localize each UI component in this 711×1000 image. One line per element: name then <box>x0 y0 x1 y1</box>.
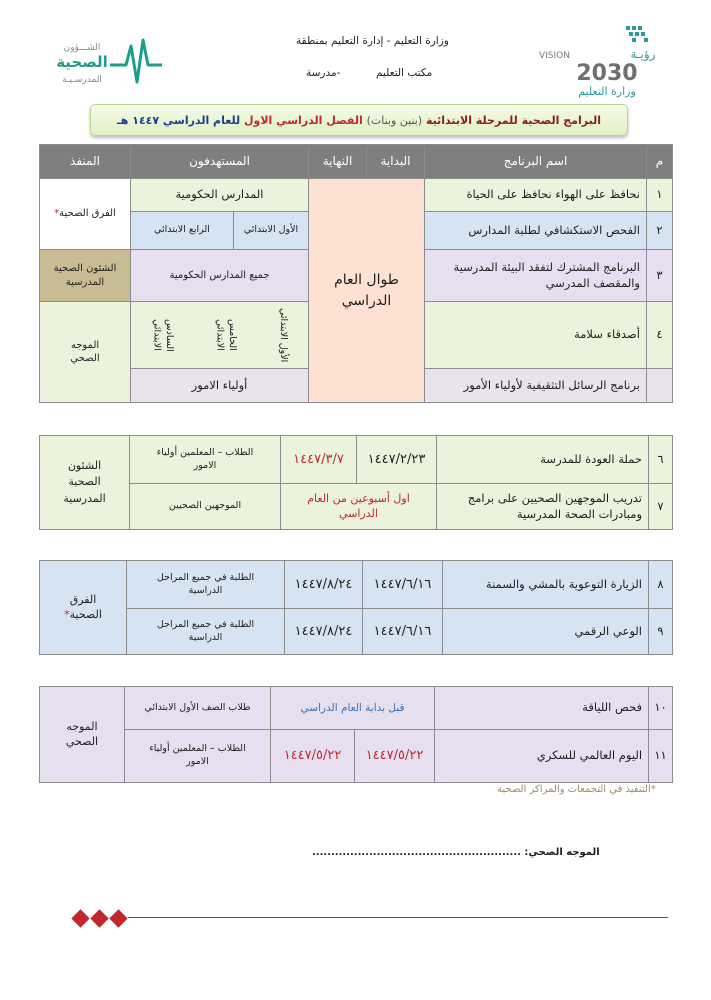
col-header-num: م <box>647 145 673 179</box>
star-mark: * <box>54 208 60 220</box>
col-header-start: البداية <box>367 145 425 179</box>
executor-text: الشئون الصحية المدرسية <box>63 458 106 505</box>
col-header-target: المستهدفون <box>131 145 309 179</box>
logo-year: 2030 <box>576 61 638 86</box>
period-cell: قبل بداية العام الدراسي <box>271 687 435 730</box>
program-name: فحص اللياقة <box>435 687 649 730</box>
program-name: الفحص الاستكشافي لطلبة المدارس <box>425 212 647 250</box>
start-date: ١٤٤٧/٢/٢٣ <box>357 436 437 484</box>
star-mark: * <box>64 607 70 621</box>
programs-table-3 <box>39 560 673 655</box>
programs-table-4 <box>39 686 673 783</box>
signature-label: الموجه الصحي: <box>524 847 600 858</box>
footnote: *التنفيذ في التجمعات والمراكز الصحية <box>497 784 656 795</box>
program-name: البرنامج المشترك لتفقد البيئة المدرسية والمقصف المدرسي <box>425 250 647 302</box>
target-cell: المدارس الحكومية <box>131 179 309 212</box>
logo-line2: الصحية <box>56 53 108 71</box>
end-date: ١٤٤٧/٨/٢٤ <box>285 561 363 609</box>
office-label: مكتب التعليم <box>376 67 433 79</box>
row-number: ٦ <box>649 436 673 484</box>
target-grade: السادس الابتدائي <box>151 318 175 352</box>
signature-dots: ....................................................... <box>312 847 521 858</box>
diamond-icon <box>90 909 108 927</box>
target-grade: الخامس الابتدائي <box>214 319 239 351</box>
target-cell <box>131 302 309 369</box>
table-row <box>40 179 673 212</box>
program-name: اليوم العالمي للسكري <box>435 730 649 783</box>
row-number: ٨ <box>649 561 673 609</box>
program-name: برنامج الرسائل التثقيفية لأولياء الأمور <box>425 369 647 403</box>
period-text: طوال العام الدراسي <box>334 271 399 309</box>
row-number: ٢ <box>647 212 673 250</box>
school-label: -مدرسة <box>306 67 341 79</box>
programs-table-1 <box>39 144 673 403</box>
period-text: اول أسبوعين من العام الدراسي <box>307 491 410 520</box>
period-cell <box>281 484 437 530</box>
executor-text: الموجه الصحي <box>65 719 99 748</box>
title-part2: (بنين وبنات) <box>366 113 423 127</box>
row-number: ١٠ <box>649 687 673 730</box>
end-date: ١٤٤٧/٨/٢٤ <box>285 609 363 655</box>
target-cell <box>127 609 285 655</box>
school-health-logo <box>52 30 172 90</box>
start-date: ١٤٤٧/٦/١٦ <box>363 561 443 609</box>
target-cell: طلاب الصف الأول الابتدائي <box>125 687 271 730</box>
executor-text: الموجه الصحي <box>70 339 100 364</box>
table-row <box>40 436 673 484</box>
target-text: الطلاب – المعلمين أولياء الامور <box>149 743 246 767</box>
footer-divider <box>128 917 668 918</box>
signature-line <box>312 847 600 858</box>
executor-text: الفرق الصحية <box>59 208 116 220</box>
executor-health-teams <box>40 179 131 250</box>
executor-school-health <box>40 436 130 530</box>
program-name: نحافظ على الهواء نحافظ على الحياة <box>425 179 647 212</box>
col-header-executor: المنفذ <box>40 145 131 179</box>
diamond-icon <box>71 909 89 927</box>
target-text: الرابع الابتدائي <box>154 224 210 236</box>
logo-ministry: وزارة التعليم <box>578 85 636 98</box>
target-text: الأول الابتدائي <box>243 224 299 236</box>
target-cell <box>125 730 271 783</box>
row-number: ٧ <box>649 484 673 530</box>
programs-table-2 <box>39 435 673 530</box>
executor-health-teams <box>40 561 127 655</box>
title-part4: للعام الدراسي ١٤٤٧ هـ <box>117 113 241 127</box>
start-date: ١٤٤٧/٥/٢٢ <box>355 730 435 783</box>
table-row <box>40 609 673 655</box>
row-number: ١١ <box>649 730 673 783</box>
target-grade: الأول الابتدائي <box>277 307 289 363</box>
row-number: ١ <box>647 179 673 212</box>
table-row <box>40 561 673 609</box>
program-name: تدريب الموجهين الصحيين على برامج ومبادرات الصحة المدرسية <box>437 484 649 530</box>
row-number: ٣ <box>647 250 673 302</box>
target-text: الطلاب – المعلمين أولياء الامور <box>156 446 254 471</box>
executor-school-health <box>40 250 131 302</box>
executor-text: الفرق الصحية <box>69 592 102 621</box>
target-cell <box>130 436 281 484</box>
ministry-line: وزارة التعليم - إدارة التعليم بمنطقة <box>296 35 449 47</box>
program-name: أصدقاء سلامة <box>425 302 647 369</box>
target-text: الطلبة في جميع المراحل الدراسية <box>156 618 255 643</box>
program-name: الوعي الرقمي <box>443 609 649 655</box>
row-number: ٩ <box>649 609 673 655</box>
col-header-end: النهاية <box>309 145 367 179</box>
title-part1: البرامج الصحية للمرحلة الابتدائية <box>425 113 601 127</box>
row-number: ٤ <box>647 302 673 369</box>
table-row <box>40 687 673 730</box>
document-title <box>90 104 628 136</box>
target-text: الطلبة في جميع المراحل الدراسية <box>156 571 255 596</box>
program-name: الزيارة التوعوية بالمشي والسمنة <box>443 561 649 609</box>
title-part3: الفصل الدراسي الاول <box>243 113 363 127</box>
start-date: ١٤٤٧/٦/١٦ <box>363 609 443 655</box>
target-cell <box>131 212 234 250</box>
executor-supervisor <box>40 302 131 403</box>
target-cell: أولياء الامور <box>131 369 309 403</box>
program-name: حملة العودة للمدرسة <box>437 436 649 484</box>
end-date: ١٤٤٧/٥/٢٢ <box>271 730 355 783</box>
executor-supervisor <box>40 687 125 783</box>
table-row <box>40 730 673 783</box>
executor-text: الشئون الصحية المدرسية <box>53 263 117 288</box>
vision-2030-logo <box>539 22 666 98</box>
logo-vision: VISION <box>539 51 570 61</box>
col-header-program: اسم البرنامج <box>425 145 647 179</box>
year-round-cell <box>309 179 425 403</box>
diamond-icon <box>109 909 127 927</box>
target-cell <box>234 212 309 250</box>
logo-line1: الشـــؤون <box>63 43 101 53</box>
logo-vision-ar: رؤيـة <box>630 47 656 61</box>
target-cell: الموجهين الصحيين <box>130 484 281 530</box>
row-number <box>647 369 673 403</box>
end-date: ١٤٤٧/٣/٧ <box>281 436 357 484</box>
table-row <box>40 484 673 530</box>
logo-line3: المدرسـيـة <box>62 75 102 85</box>
target-cell: جميع المدارس الحكومية <box>131 250 309 302</box>
target-cell <box>127 561 285 609</box>
